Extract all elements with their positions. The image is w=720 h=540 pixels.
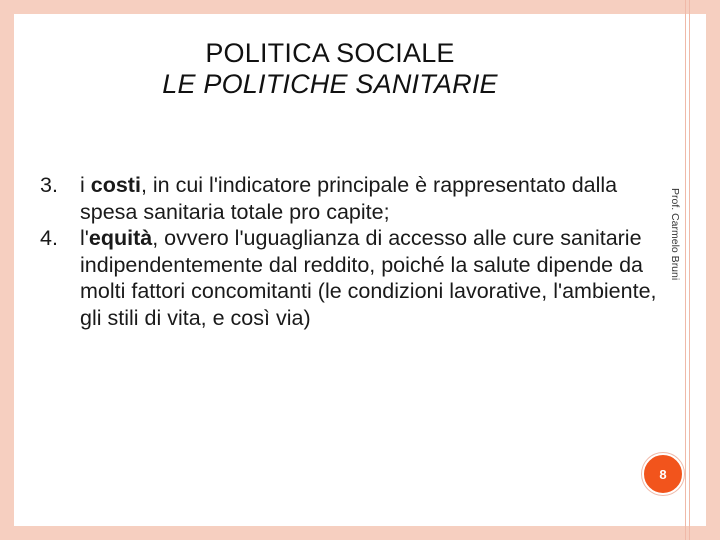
item-number: 4. — [40, 226, 58, 250]
frame-top-border — [0, 0, 720, 14]
item-text: , ovvero l'uguaglianza di accesso alle cure sanitarie indipendentemente dal reddito, poiché la salute dipende da molti fattori concomitanti (le condizioni lavorative, l'ambiente, gli stili di vita, e così via) — [80, 226, 657, 330]
frame-right-border — [706, 0, 720, 540]
item-text: , in cui l'indicatore principale è rappresentato dalla spesa sanitaria totale pro capite; — [80, 173, 618, 224]
divider-line — [689, 0, 690, 540]
page-number-badge: 8 — [642, 453, 684, 495]
frame-bottom-border — [0, 526, 720, 540]
item-prefix: l' — [80, 226, 89, 250]
numbered-list — [40, 172, 660, 331]
item-keyword: costi — [90, 173, 141, 197]
item-number: 3. — [40, 173, 58, 197]
title-line-1: POLITICA SOCIALE — [205, 38, 455, 68]
title-line-2: LE POLITICHE SANITARIE — [162, 69, 498, 99]
list-item — [40, 172, 660, 225]
author-label: Prof. Carmelo Bruni — [669, 188, 681, 281]
divider-line — [685, 0, 686, 540]
item-prefix: i — [80, 173, 91, 197]
item-keyword: equità — [88, 226, 153, 250]
list-item — [40, 225, 660, 331]
slide-title — [0, 38, 660, 100]
